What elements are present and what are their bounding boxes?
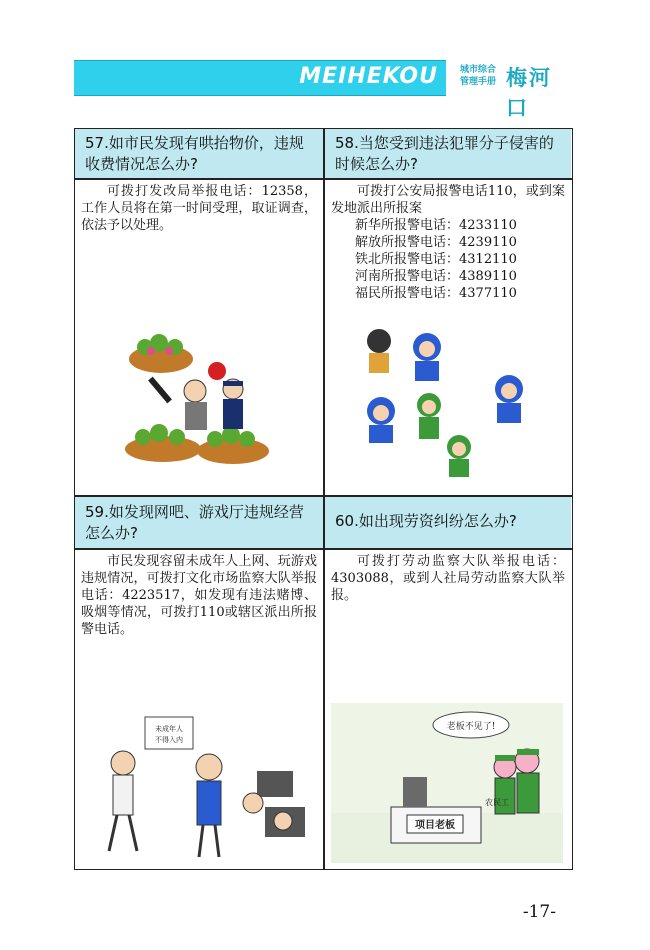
question-57: 57.如市民发现有哄抬物价，违规收费情况怎么办? [75, 129, 323, 178]
youth-figure [243, 793, 263, 813]
station-xinhua: 新华所报警电话：4233110 [355, 218, 517, 233]
workers-label: 农民工 [485, 798, 509, 807]
stop-sign-icon [208, 362, 226, 380]
grid-line [75, 178, 572, 180]
handbook-subtitle [454, 64, 502, 88]
worker-figure [515, 749, 539, 813]
answer-58 [331, 183, 565, 302]
station-fumin: 福民所报警电话：4377110 [355, 286, 517, 301]
question-59: 59.如发现网吧、游戏厅违规经营怎么办? [75, 497, 323, 548]
vegetable-market-illustration [123, 329, 273, 479]
internet-cafe-illustration [87, 711, 315, 861]
sign-text-line-1: 未成年人 [155, 725, 183, 733]
station-tiebei: 铁北所报警电话：4312110 [355, 252, 517, 267]
answer-59-text: 市民发现容留未成年人上网、玩游戏违规情况，可拨打文化市场监察大队举报电话：4223517，如发现有违法赌博、吸烟等情况，可拨打110或辖区派出所报警电话。 [81, 554, 317, 637]
station-jiefang: 解放所报警电话：4239110 [355, 235, 517, 250]
answer-57 [81, 183, 317, 234]
police-figure [495, 375, 523, 423]
answer-60-text: 可拨打劳动监察大队举报电话：4303088，或到人社局劳动监察大队举报。 [331, 554, 565, 603]
inspector-figure [196, 754, 222, 857]
brand-title: MEIHEKOU [299, 64, 438, 89]
police-illustration [359, 319, 549, 479]
vendor-figure [148, 377, 207, 430]
question-60: 60.如出现劳资纠纷怎么办? [325, 497, 571, 548]
youth-figure [274, 812, 292, 830]
criminal-figure [367, 329, 391, 373]
police-figure [367, 397, 395, 443]
soldier-figure [417, 393, 441, 439]
answer-59 [81, 553, 317, 638]
subtitle-line-1: 城市综合 [459, 65, 496, 75]
answer-60 [331, 553, 565, 604]
station-henan: 河南所报警电话：4389110 [355, 269, 517, 284]
bubble-text: 老板不见了! [446, 722, 496, 732]
desk-sign-text: 项目老板 [415, 820, 455, 831]
police-figure [413, 333, 441, 381]
empty-chair [403, 777, 427, 807]
grid-line [75, 548, 572, 550]
subtitle-line-2: 管理手册 [459, 77, 496, 87]
labor-dispute-illustration [331, 703, 563, 863]
sign-text-line-2: 不得入内 [155, 736, 183, 744]
man-figure [109, 751, 137, 851]
police-station-list [355, 217, 565, 302]
qa-grid [74, 128, 573, 870]
answer-57-text: 可拨打发改局举报电话：12358，工作人员将在第一时间受理，取证调查，依法予以处理。 [81, 184, 317, 233]
banner-bar [74, 60, 446, 96]
answer-58-text: 可拨打公安局报警电话110，或到案发地派出所报案 [331, 184, 565, 216]
page-number: -17- [522, 902, 556, 922]
question-58: 58.当您受到违法犯罪分子侵害的时候怎么办? [325, 129, 571, 178]
header-banner [74, 60, 574, 120]
officer-figure [208, 362, 243, 429]
soldier-figure [447, 435, 471, 477]
no-minors-sign [145, 717, 193, 749]
city-name: 梅河口 [506, 66, 552, 120]
